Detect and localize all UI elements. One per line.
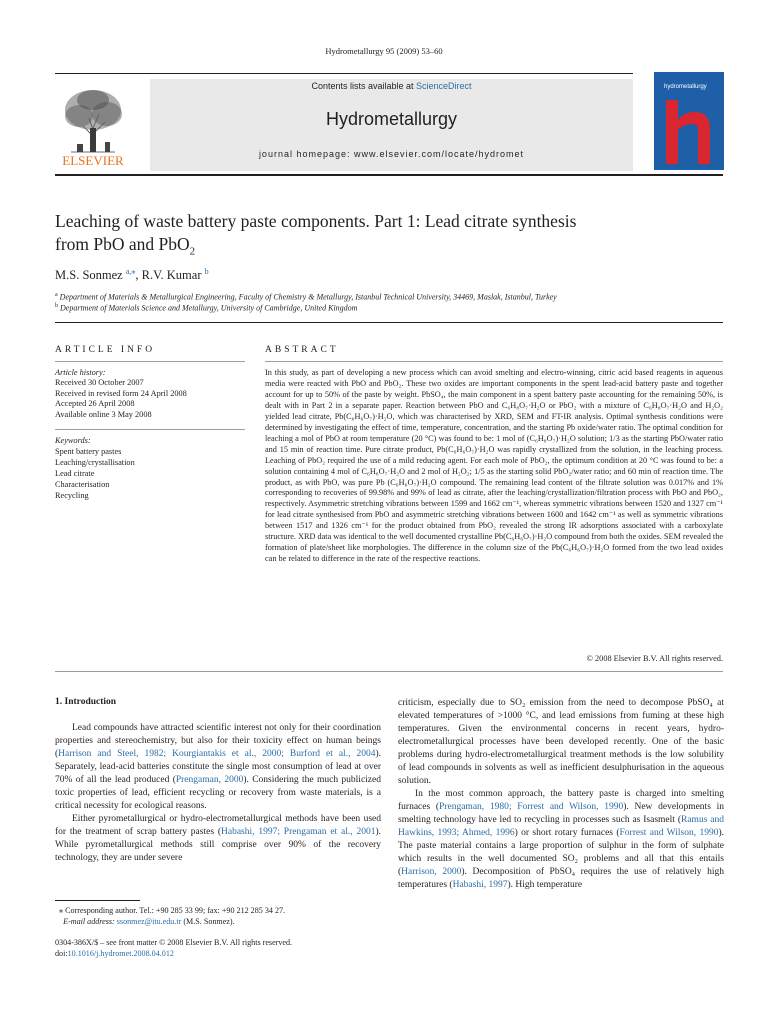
title-line-2: from PbO and PbO$_2$	[55, 234, 196, 258]
keyword: Characterisation	[55, 479, 110, 489]
issn-line: 0304-386X/$ – see front matter © 2008 Elsevier B.V. All rights reserved.	[55, 938, 293, 947]
citation-link[interactable]: Habashi, 1997	[452, 880, 508, 890]
citation-link[interactable]: Prengaman, 2000	[175, 775, 244, 785]
homepage-prefix: journal homepage:	[258, 149, 354, 159]
contents-prefix: Contents lists available at	[311, 81, 417, 91]
journal-reference: Hydrometallurgy 95 (2009) 53–60	[325, 46, 443, 56]
abstract-text: In this study, as part of developing a new process which can avoid smelting and electro-winning, citric acid based reagents in aqueous media were reacted with PbO and PbO₂. These two oxides are important components in the spent lead-acid battery paste and together account for up to 50% of the paste by weight. PbSO₄, the main component in a spent battery paste accounting for the remaining 50%, is dealt with in Part 2 in a separate paper. Reaction between PbO and C₆H₈O₇·H₂O or PbO₂ with a mixture of C₆H₈O₇·H₂O and H₂O₂ yielded lead citrate, Pb(C₆H₆O₇)·H₂O, which was characterised by XRD, SEM and FT-IR analysis. Optimal synthesis conditions were determined by investigating the effect of time, temperature, concentration, and the starting Pb oxide/water ratio. The optimal condition for leaching a mol of PbO at room temperature (20 °C) was found to be: 1 mol of (C₆H₈O₇)·H₂O solution; 1/3 as the starting PbO/water ratio and 15 min of reaction time. Pure citrate product, Pb(C₆H₆O₇)·H₂O was rapidly crystallized from the solution, in the leaching process. Leaching of PbO₂ required the use of a mild reducing agent. For each mole of PbO₂, the optimum condition at 20 °C was found to be: a solution containing 4 mol of C₆H₈O₇·H₂O and 2 mol of H₂O₂; 1/5 as the starting solid PbO₂/water ratio; and 60 min of reaction time. The product, as with PbO, was pure Pb (C₆H₆O₇)·H₂O compound. The remaining lead content of the filtrate solution was 0.017% and 1% corresponding to recoveries of 99.98% and 99% of lead as citrate, after the leaching/crystallization/filtration process with PbO and PbO₂, respectively. Asymmetric stretching vibrations between 1599 and 1662 cm⁻¹, whereas symmetric vibrations between 1520 and 1327 cm⁻¹ for lead citrate synthesised from PbO and asymmetric stretching vibrations between 1600 and 1642 cm⁻¹ as well as symmetric vibrations between 1517 and 1326 cm⁻¹ for the product obtained from PbO₂ revealed the strong IR adsorptions associated with a carboxylate structure. XRD data was identical to the well documented crystalline Pb(C₆H₆O₇)·H₂O compound from both the oxides. SEM revealed the formation of plate/sheet like morphologies. The difference in the column size of the Pb(C₆H₆O₇)·H₂O formed from the two lead oxides can be related to difference in the rate of the respective reactions.	[265, 368, 723, 564]
keywords-rule	[55, 429, 245, 430]
copyright-line: © 2008 Elsevier B.V. All rights reserved.	[586, 654, 723, 663]
affiliation-a: $^a$ Department of Materials & Metallurgical Engineering, Faculty of Chemistry & Metallurgy, Istanbul Technical University, 34469, Maslak, Istanbul, Turkey	[55, 292, 557, 302]
top-rule	[55, 73, 633, 74]
authors: M.S. Sonmez $^{a,⁎}$, R.V. Kumar $^b$	[55, 267, 209, 283]
front-matter	[55, 938, 385, 960]
keyword: Spent battery pastes	[55, 446, 122, 456]
citation-link[interactable]: Ramus and Hawkins, 1993; Ahmed, 1996	[398, 815, 725, 838]
article-title	[55, 210, 675, 264]
citation-link[interactable]: Prengaman, 1980; Forrest and Wilson, 1990	[439, 802, 624, 812]
abstract-rule	[265, 361, 723, 362]
abstract-heading: ABSTRACT	[265, 345, 339, 355]
title-line-1: Leaching of waste battery paste components. Part 1: Lead citrate synthesis	[55, 211, 577, 231]
doi-line: doi:10.1016/j.hydromet.2008.04.012	[55, 948, 174, 958]
received-date: Received 30 October 2007	[55, 378, 144, 388]
email-link[interactable]: ssonmez@itu.edu.tr	[116, 916, 182, 926]
keywords-label: Keywords:	[55, 436, 91, 445]
header-rule	[55, 174, 723, 176]
intro-paragraph-1: Lead compounds have attracted scientific interest not only for their coordination properties and stereochemistry, but also for their toxicity effect on human beings (Harrison and Steel, 1982; Kourgiantakis et al., 2000; Burford et al., 2004). Separately, lead-acid batteries constitute the single most consumption of lead at over 70% of all the lead produced (Prengaman, 2000). Considering the much publicized toxic properties of lead, efficient recycling or recovery from waste materials, is a critical necessity for ecological reasons.	[55, 723, 381, 811]
author-1: M.S. Sonmez	[55, 268, 123, 283]
sciencedirect-link[interactable]: ScienceDirect	[416, 81, 472, 91]
cover-title: hydrometallurgy	[664, 84, 707, 90]
online-date: Available online 3 May 2008	[55, 409, 152, 419]
keyword: Recycling	[55, 490, 89, 500]
affiliation-rule	[55, 322, 723, 323]
history-label: Article history:	[55, 368, 106, 377]
revised-date: Received in revised form 24 April 2008	[55, 388, 187, 398]
footnote-rule	[55, 900, 140, 901]
citation-link[interactable]: Habashi, 1997; Prengaman et al., 2001	[221, 827, 376, 837]
elsevier-wordmark: ELSEVIER	[62, 153, 124, 168]
email-line: E-mail address: ssonmez@itu.edu.tr (M.S. Sonmez).	[63, 916, 235, 926]
homepage-url[interactable]: www.elsevier.com/locate/hydromet	[354, 149, 525, 159]
article-info-heading: ARTICLE INFO	[55, 345, 156, 355]
elsevier-logo	[53, 78, 133, 170]
abstract-end-rule	[55, 671, 723, 672]
keyword: Lead citrate	[55, 468, 95, 478]
author-2-marks[interactable]: b	[204, 267, 209, 276]
corresponding-author-note: ⁎ Corresponding author. Tel.: +90 285 33 99; fax: +90 212 285 34 27.	[59, 906, 286, 915]
intro-paragraph-3: In the most common approach, the battery paste is charged into smelting furnaces (Prengaman, 1980; Forrest and Wilson, 1990). New developments in smelting technology have led to recycling in processes such as Isasmelt (Ramus and Hawkins, 1993; Ahmed, 1996) or short rotary furnaces (Forrest and Wilson, 1990). The paste material contains a large proportion of sulphur in the form of sulphate which results in the well documented SO₂ problems and all that this entails (Harrison, 2000). Decomposition of PbSO₄ requires the use of relatively high temperatures (Habashi, 1997). High temperature	[398, 789, 725, 890]
citation-link[interactable]: Forrest and Wilson, 1990	[619, 828, 719, 838]
intro-paragraph-2: Either pyrometallurgical or hydro-electrometallurgical methods have been used for the treatment of scrap battery pastes (Habashi, 1997; Prengaman et al., 2001). While pyrometallurgical methods still comprise over 90% of the recovery technology, they are under severe	[55, 814, 381, 863]
journal-name: Hydrometallurgy	[325, 109, 458, 129]
article-info-rule	[55, 361, 245, 362]
intro-paragraph-2-continued: criticism, especially due to SO₂ emission from the need to decompose PbSO₄ at elevated temperatures of >1000 °C, and lead emissions from fuming at these high temperatures. Given the environmental concerns in recent years, hydro-electrometallurgical processes have been developed recently. One of the basic problems during hydro-electrometallurgical treatment methods is the low solubility of lead compounds in solvents as well as inefficient desulphurisation in the aqueous solution.	[398, 698, 724, 786]
accepted-date: Accepted 26 April 2008	[55, 399, 135, 409]
contents-line	[150, 81, 633, 91]
doi-link[interactable]: 10.1016/j.hydromet.2008.04.012	[67, 948, 174, 958]
article-history	[55, 368, 245, 420]
citation-link[interactable]: Harrison and Steel, 1982; Kourgiantakis et al., 2000; Burford et al., 2004	[58, 749, 376, 759]
citation-link[interactable]: Harrison, 2000	[401, 867, 462, 877]
section-heading-introduction: 1. Introduction	[55, 697, 117, 707]
author-1-marks[interactable]: a,⁎	[125, 267, 136, 276]
body-column-left	[55, 722, 381, 865]
author-2: R.V. Kumar	[141, 268, 202, 283]
homepage-line	[150, 149, 633, 159]
body-column-right	[398, 697, 724, 892]
tree-icon	[53, 78, 133, 170]
affiliation-b: $^b$ Department of Materials Science and Metallurgy, University of Cambridge, United Kingdom	[55, 303, 358, 313]
keyword: Leaching/crystallisation	[55, 457, 135, 467]
journal-cover-image	[654, 72, 724, 170]
keywords	[55, 436, 245, 501]
footnote	[55, 906, 385, 928]
